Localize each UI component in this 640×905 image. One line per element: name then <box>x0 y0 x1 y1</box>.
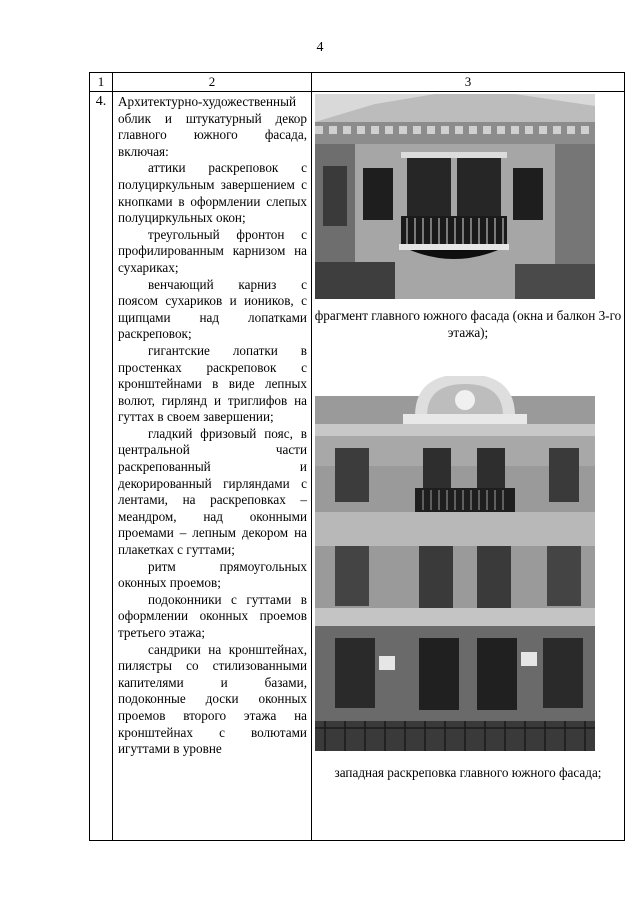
list-item: венчающий карниз с поясом сухариков и иоников, с щипцами над лопатками раскреповок; <box>118 276 307 342</box>
list-item: аттики раскреповок с полуциркульным завершением с кнопками в оформлении слепых полуциркульных окон; <box>118 160 307 226</box>
list-item: подоконники с гуттами в оформлении оконных проемов третьего этажа; <box>118 591 307 640</box>
header-col-3: 3 <box>312 73 625 92</box>
photo-caption: западная раскреповка главного южного фасада; <box>334 765 602 780</box>
monument-table <box>89 72 625 841</box>
list-item: ритм прямоугольных оконных проемов; <box>118 558 307 591</box>
table-row <box>90 92 625 841</box>
page-number: 4 <box>316 40 324 55</box>
row-number: 4. <box>90 92 113 841</box>
list-item: гигантские лопатки в простенках раскреповок с кронштейнами в виде лепных волют, гирлянд и триглифов на гуттах в своем завершении; <box>118 342 307 425</box>
table-header-row <box>90 73 625 92</box>
header-col-1: 1 <box>90 73 113 92</box>
facade-balcony-photo <box>315 94 595 299</box>
image-cell <box>312 92 625 841</box>
description-intro: Архитектурно-художественный облик и штукатурный декор главного южного фасада, включая: <box>118 94 307 159</box>
list-item: треугольный фронтон с профилированным карнизом на сухариках; <box>118 226 307 275</box>
photo-caption: фрагмент главного южного фасада (окна и балкон 3-го этажа); <box>314 308 622 340</box>
west-projection-photo <box>315 376 595 751</box>
header-col-2: 2 <box>113 73 312 92</box>
list-item: гладкий фризовый пояс, в центральной части раскрепованный и декорированный гирляндами с лентами, на раскреповках – меандром, над оконными проемами – лепным декором на плакетках с гуттами; <box>118 425 307 558</box>
description-cell <box>113 92 312 841</box>
list-item: сандрики на кронштейнах, пилястры со стилизованными капителями и базами, подоконные доски оконных проемов второго этажа на кронштейнах с волютами игуттами в уровне <box>118 641 307 757</box>
